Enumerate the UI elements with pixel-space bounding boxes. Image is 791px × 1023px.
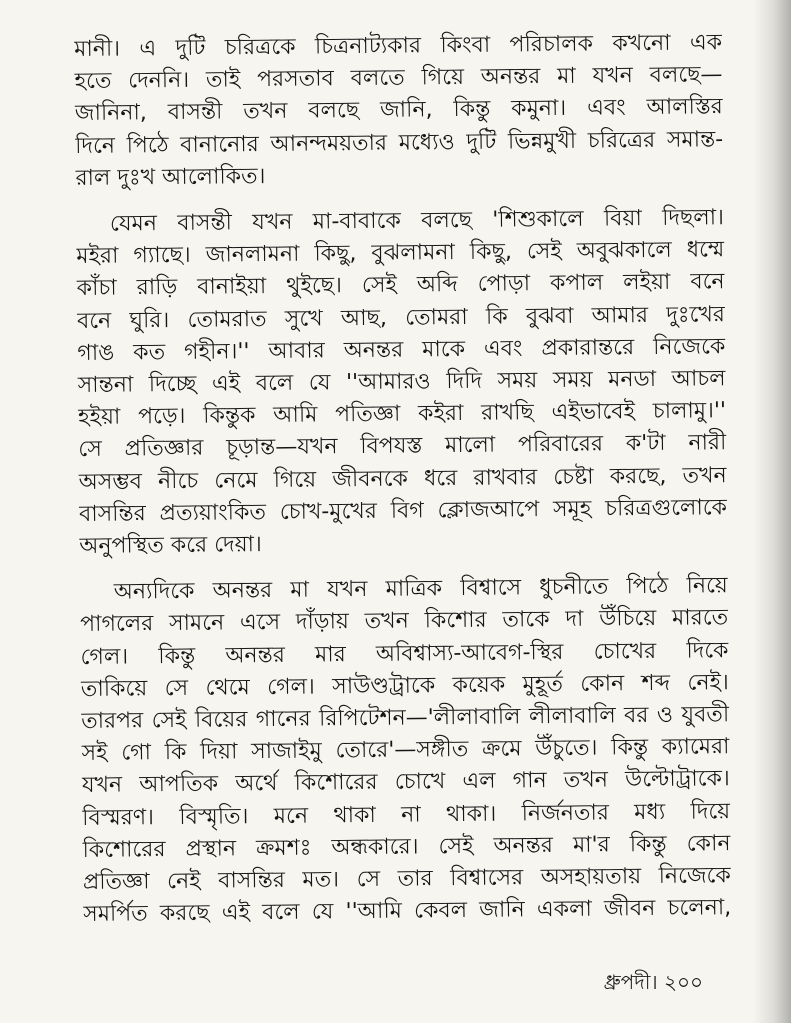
text-line: বাসন্তির প্রত্যয়াংকিত চোখ-মুখের বিগ ক্লোজআপে সমূহ চরিত্রগুলোকে [78, 495, 728, 527]
text-line: অসম্ভব নীচে নেমে গিয়ে জীবনকে ধরে রাখবার চেষ্টা করছে, তখন [78, 462, 727, 495]
paragraph-2 [76, 202, 728, 563]
text-line: যখন আপতিক অর্থে কিশোরের চোখে এল গান তখন উল্টোট্রাকে। [81, 766, 730, 799]
text-line: সে প্রতিজ্ঞার চূড়ান্ত—যখন বিপযস্ত মালো পরিবারের ক'টা নারী [78, 430, 727, 463]
text-line: হতে দেননি। তাই পরসতাব বলতে গিয়ে অনন্তর মা যখন বলছে— [74, 62, 723, 95]
body-text [74, 27, 732, 945]
text-line: কাঁচা রাড়ি বানাইয়া থুইছে। সেই অব্দি পোড়া কপাল লইয়া বনে [76, 269, 725, 302]
text-line: গেল। কিন্তু অনন্তর মার অবিশ্বাস্য-আবেগ-স্থির চোখের দিকে [80, 637, 729, 670]
text-line: যেমন বাসন্তী যখন মা-বাবাকে বলছে 'শিশুকালে বিয়া দিছলা। [109, 205, 725, 237]
text-line: জানিনা, বাসন্তী তখন বলছে জানি, কিন্তু কমুনা। এবং আলস্তির [74, 94, 723, 127]
text-line: বিস্মরণ। বিস্মৃতি। মনে থাকা না থাকা। নির্জনতার মধ্য দিয়ে [82, 798, 731, 831]
text-line: কিশোরের প্রস্থান ক্রমশঃ অন্ধকারে। সেই অনন্তর মা'র কিন্তু কোন [82, 831, 731, 863]
text-line: মানী। এ দুটি চরিত্রকে চিত্রনাট্যকার কিংবা পরিচালক কখনো এক [74, 30, 723, 62]
text-line: মইরা গ্যাছে। জানলামনা কিছু, বুঝলামনা কিছু, সেই অবুঝকালে ধম্মে [76, 237, 725, 270]
text-line: দিনে পিঠে বানানোর আনন্দময়তার মধ্যেও দুটি ভিন্নমুখী চরিত্রের সমান্ত- [75, 126, 724, 159]
text-line: গাঙ কত গহীন।'' আবার অনন্তর মাকে এবং প্রকারান্তরে নিজেকে [77, 334, 726, 366]
paragraph-3 [80, 570, 732, 931]
text-line: সই গো কি দিয়া সাজাইমু তোরে'—সঙ্গীত ক্রমে উঁচুতে। কিন্তু ক্যামেরা [81, 734, 730, 767]
page-footer: ধ্রুপদী। ২০০ [603, 970, 703, 994]
text-line: সান্তনা দিচ্ছে এই বলে যে ''আমারও দিদি সময় সময় মনডা আচল [77, 366, 726, 399]
text-line: রাল দুঃখ আলোকিত। [75, 163, 266, 191]
paragraph-1 [74, 27, 724, 195]
text-line: পাগলের সামনে এসে দাঁড়ায় তখন কিশোর তাকে দা উঁচিয়ে মারতে [80, 605, 729, 638]
text-line: সমর্পিত করছে এই বলে যে ''আমি কেবল জানি একলা জীবন চলেনা, [83, 895, 732, 928]
text-line: অন্যদিকে অনন্তর মা যখন মাত্রিক বিশ্বাসে ধুচনীতে পিঠে নিয়ে [113, 573, 728, 605]
text-line: বনে ঘুরি। তোমরাত সুখে আছ, তোমরা কি বুঝবা আমার দুঃখের [76, 301, 726, 334]
text-line: তারপর সেই বিয়ের গানের রিপিটেশন—'লীলাবালি লীলাবালি বর ও যুবতী [81, 702, 730, 735]
text-line: প্রতিজ্ঞা নেই বাসন্তির মত। সে তার বিশ্বাসের অসহায়তায় নিজেকে [82, 863, 731, 896]
text-line: অনুপস্থিত করে দেয়া। [79, 532, 262, 560]
text-line: তাকিয়ে সে থেমে গেল। সাউণ্ডট্রাকে কয়েক মুহূর্ত কোন শব্দ নেই। [80, 670, 729, 702]
text-line: হইয়া পড়ে। কিন্তুক আমি পতিজ্ঞা কইরা রাখছি এইভাবেই চালামু।'' [77, 398, 727, 431]
page-edge-shadow [753, 0, 791, 1023]
